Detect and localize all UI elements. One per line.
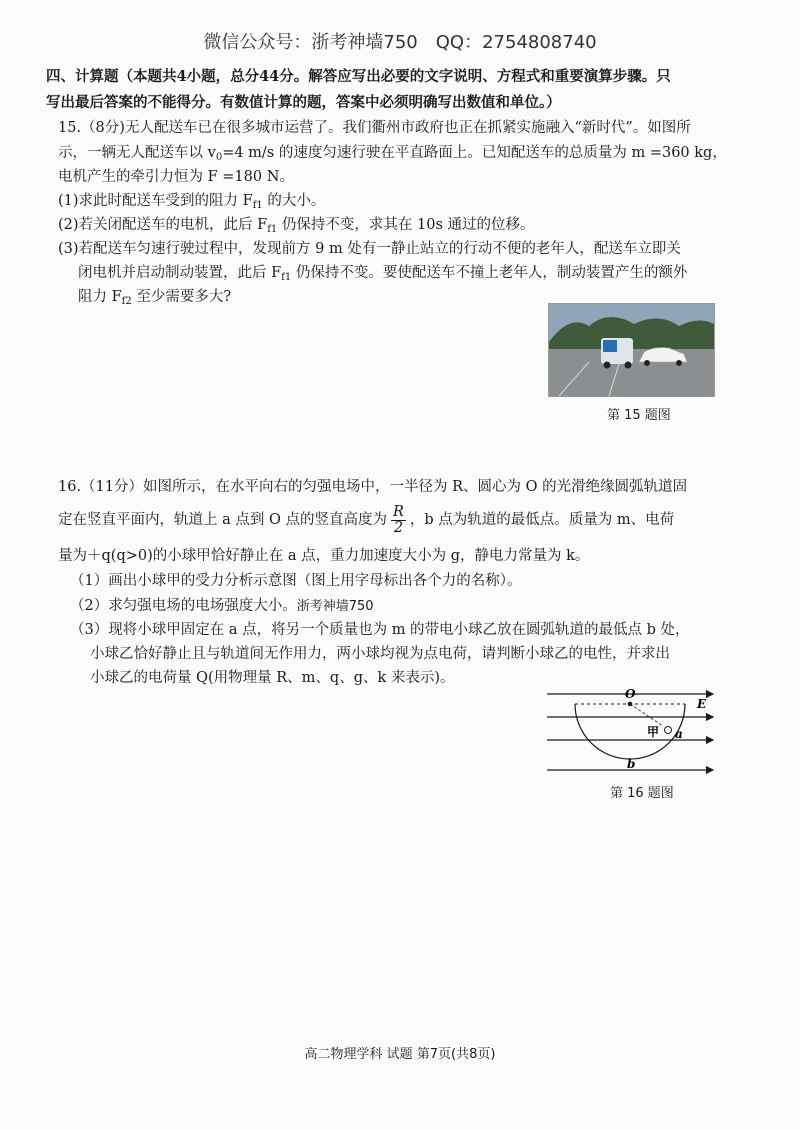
label-o: O: [625, 687, 636, 701]
delivery-vehicle-illustration: [549, 304, 714, 396]
electric-field-arc-diagram: [545, 682, 715, 782]
q15-sub3-line1: (3)若配送车匀速行驶过程中，发现前方 9 m 处有一静止站立的行动不便的老年人，配送车立即关: [58, 241, 681, 257]
fraction-r-over-2: $\frac{R}{2}$: [392, 503, 404, 536]
q16-line2: 定在竖直平面内，轨道上 a 点到 O 点的竖直高度为 $\frac{R}{2}$ ，b 点为轨道的最低点。质量为 m、电荷: [58, 503, 675, 536]
label-a: a: [675, 727, 683, 741]
q15-line1: 15.（8分)无人配送车已在很多城市运营了。我们衢州市政府也正在抓紧实施融入“新时代”。如图所: [58, 120, 691, 136]
q15-sub2: (2)若关闭配送车的电机，此后 $F_{f1}$ 仍保持不变，求其在 10s 通过的位移。: [58, 217, 535, 235]
q15-sub1: (1)求此时配送车受到的阻力 $F_{f1}$ 的大小。: [58, 193, 326, 211]
page-footer: 高二物理学科 试题 第7页(共8页): [304, 1047, 496, 1062]
watermark-text: 浙考神墙750: [296, 599, 374, 614]
q15-sub3-line2: 闭电机并启动制动装置，此后 $F_{f1}$ 仍保持不变。要使配送车不撞上老年人，制动装置产生的额外: [78, 265, 688, 283]
q15-line2: 示，一辆无人配送车以 $v_0=4$ m/s 的速度匀速行驶在平直路面上。已知配送车的总质量为 m =360 kg，: [58, 145, 727, 163]
q15-sub3-line3: 阻力 $F_{f2}$ 至少需要多大?: [78, 289, 232, 307]
delivery-vehicle-photo: [548, 303, 715, 397]
q16-sub3-line3: 小球乙的电荷量 Q(用物理量 R、m、q、g、k 来表示)。: [90, 670, 455, 686]
q16-sub1: （1）画出小球甲的受力分析示意图（图上用字母标出各个力的名称）。: [70, 573, 522, 589]
q16-line3: 量为＋q(q>0)的小球甲恰好静止在 a 点，重力加速度大小为 g，静电力常量为 k。: [58, 548, 590, 564]
section-title-line2: 写出最后答案的不能得分。有数值计算的题，答案中必须明确写出数值和单位。）: [46, 94, 561, 111]
q15-line3: 电机产生的牵引力恒为 F =180 N。: [58, 169, 294, 185]
label-b: b: [627, 757, 636, 771]
q15-figure-caption: 第 15 题图: [607, 408, 671, 423]
q16-sub2: （2）求匀强电场的电场强度大小。浙考神墙750: [70, 598, 374, 614]
q16-figure-caption: 第 16 题图: [610, 786, 674, 801]
q16-line1: 16.（11分）如图所示，在水平向右的匀强电场中，一半径为 R、圆心为 O 的光滑绝缘圆弧轨道固: [58, 479, 688, 495]
q16-sub3-line2: 小球乙恰好静止且与轨道间无作用力，两小球均视为点电荷，请判断小球乙的电性，并求出: [90, 646, 670, 662]
label-e: E: [697, 697, 707, 711]
q16-sub3-line1: （3）现将小球甲固定在 a 点，将另一个质量也为 m 的带电小球乙放在圆弧轨道的最低点 b 处，: [70, 622, 690, 638]
section-title-line1: 四、计算题（本题共4小题，总分44分。解答应写出必要的文字说明、方程式和重要演算步骤。只: [46, 68, 671, 85]
page-header: 微信公众号：浙考神墙750 QQ：2754808740: [203, 32, 597, 53]
label-jia: 甲: [647, 725, 660, 739]
